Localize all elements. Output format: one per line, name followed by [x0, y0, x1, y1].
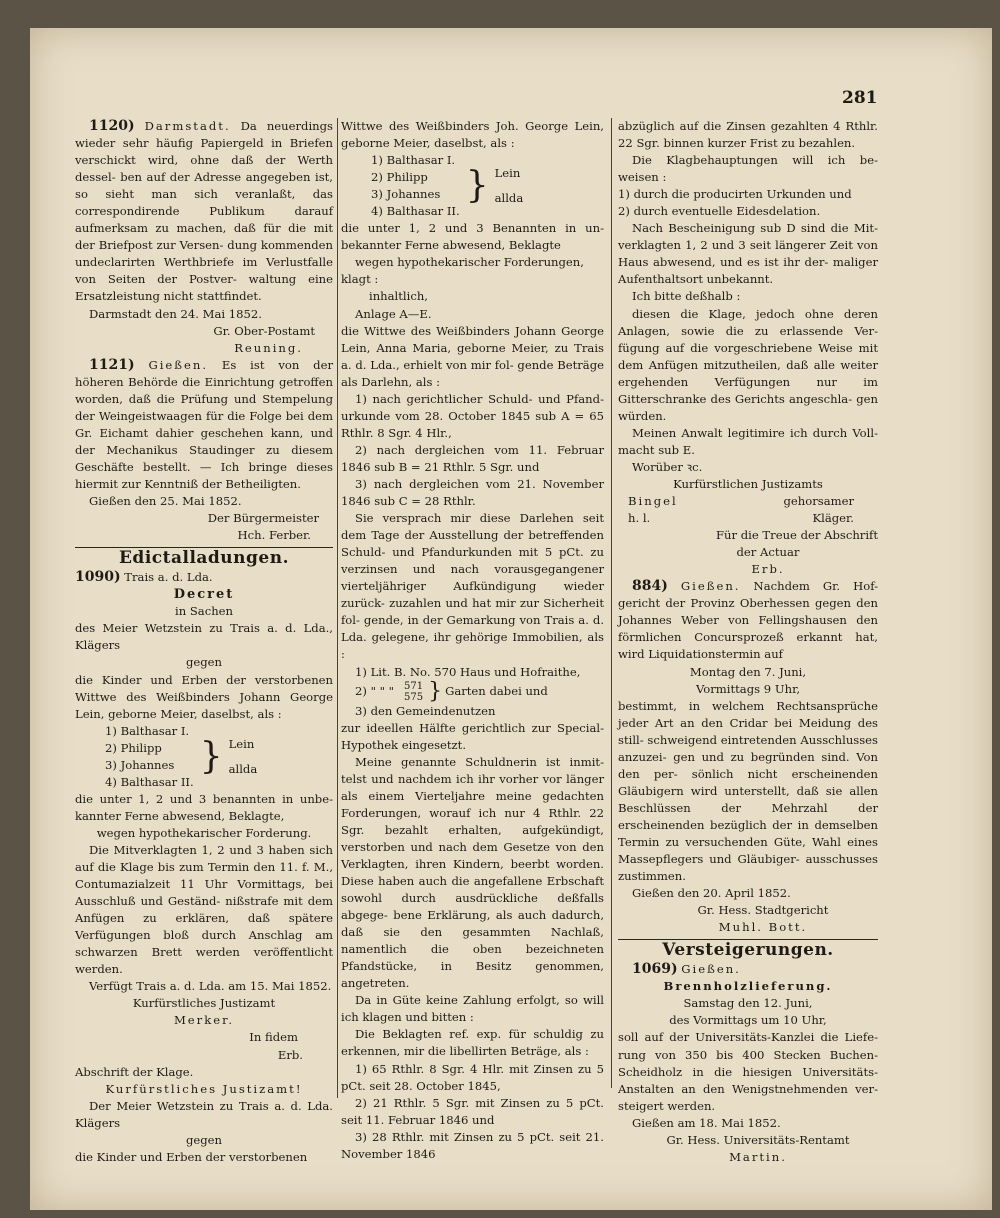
notice-number: 1121) — [89, 356, 135, 373]
notice-1121 — [75, 357, 333, 493]
heir-item: 4) Balthasar II. — [371, 204, 460, 219]
court-name: Kurfürstliches Justizamt! — [105, 1081, 303, 1096]
claim-text: die Wittwe des Weißbinders Johann George Lein, Anna Maria, geborne Meier, zu Trais a. d. Lda., erhielt von mir fol- gende Beträge als Darlehn, als : — [341, 323, 604, 389]
plaintiff: Der Meier Wetzstein zu Trais a. d. Lda. Klägers — [75, 1098, 333, 1130]
heir-location: allda — [494, 191, 524, 206]
notice-place: Gießen. — [681, 962, 741, 977]
page-number: 281 — [842, 88, 878, 108]
court-name: Kurfürstlichen Justizamts — [673, 476, 823, 491]
claim-text: Sie versprach mir diese Darlehen seit dem Tage der Ausstellung der betreffenden Schuld- und Pfandurkunden mit 5 pCt. zu verzinsen und nach vorausgegangener vierteljähriger Aufkündigung wieder zurück- zuzahlen und hat mir zur Sicherheit fol- gende, in der Gemarkung von Trais a. d. Lda. gelegene, ihr gehörige Immobilien, als : — [341, 511, 604, 662]
auction-time: des Vormittags um 10 Uhr, — [669, 1013, 827, 1028]
section-heading-edictalladungen: Edictalladungen. — [118, 548, 290, 569]
notice-signature: Gr. Hess. Stadtgericht — [697, 903, 829, 918]
notice-date: Gießen den 25. Mai 1852. — [89, 494, 242, 509]
brace: } — [199, 735, 223, 777]
signature-block: Bingel gehorsamer — [628, 494, 854, 509]
notice-1120 — [75, 118, 333, 306]
claim-text: Meine genannte Schuldnerin ist inmit- telst und nachdem ich ihr vorher vor länger als einem Vierteljahre meine gedachten Forderungen, worauf ich nur 4 Rthlr. 22 Sgr. bezahlt erhalten, aufgekündigt, verstorben und nach dem Gesetze von den Verklagten, ihren Kindern, beerbt worden. Diese haben auch die angefallene Erbschaft sowohl durch ausdrückliche deßfalls abgege- bene Erklärung, als auch dadurch, daß sie den gesammten Nachlaß, namentlich die oben bezeichneten Pfandstücke, in Besitz genommen, angetreten. — [341, 754, 604, 991]
heir-location: allda — [228, 761, 258, 776]
property-item-2: 2) " " " 571 575 } Garten dabei und — [355, 679, 548, 705]
signature-block: h. l. Kläger. — [628, 511, 854, 526]
gegen: gegen — [185, 655, 223, 670]
klagt: klagt : — [341, 272, 379, 287]
auction-date: Samstag den 12. Juni, — [683, 996, 813, 1011]
proof-item: 2) durch eventuelle Eidesdelation. — [618, 204, 821, 219]
notice-signature: Gr. Hess. Universitäts-Rentamt — [666, 1132, 850, 1147]
notice-signature-name: Muhl. Bott. — [718, 920, 808, 935]
claim-text: Meinen Anwalt legitimire ich durch Voll- macht sub E. — [618, 425, 878, 457]
termin-time: Vormittags 9 Uhr, — [695, 681, 801, 696]
notice-date: Gießen den 20. April 1852. — [632, 886, 791, 901]
notice-signature-name: Hch. Ferber. — [237, 528, 311, 543]
notice-signature: Gr. Ober-Postamt — [213, 323, 315, 338]
column-rule — [337, 118, 338, 1098]
notice-number: 884) — [632, 578, 668, 595]
notice-text: Nachdem Gr. Hof- gericht der Provinz Oberhessen gegen den Johannes Weber von Fellingshausen den förmlichen Concursprozeß erkannt hat, wird Liquidationstermin auf — [618, 579, 879, 662]
wegen: wegen hypothekarischer Forderungen, — [355, 255, 584, 270]
in-fidem: In fidem — [249, 1030, 298, 1045]
heir-item: 1) Balthasar I. — [371, 153, 456, 168]
anlage: Anlage A—E. — [355, 306, 432, 321]
defendants-absent: die unter 1, 2 und 3 benannten in unbe- kannter Ferne abwesend, Beklagte, — [75, 791, 333, 823]
defendants-absent: die unter 1, 2 und 3 Benannten in un- bekannter Ferne abwesend, Beklagte — [341, 221, 604, 253]
column-3 — [618, 118, 878, 1166]
defendants: Wittwe des Weißbinders Joh. George Lein, geborne Meier, daselbst, als : — [341, 119, 604, 151]
auction-title: Brennholzlieferung. — [663, 979, 833, 994]
gegen: gegen — [185, 1132, 223, 1147]
notice-1090 — [75, 569, 333, 586]
claim-item: 1) nach gerichtlicher Schuld- und Pfand- urkunde vom 28. October 1845 sub A = 65 Rthlr. 8 Sgr. 4 Hlr., — [341, 391, 604, 440]
notice-number: 1120) — [89, 118, 135, 134]
notice-number: 1069) — [632, 961, 678, 978]
claim-item: 3) 28 Rthlr. mit Zinsen zu 5 pCt. seit 21. November 1846 — [341, 1129, 604, 1161]
claim-text: Ich bitte deßhalb : — [632, 289, 741, 304]
notice-signature-name: Martin. — [729, 1149, 787, 1164]
notice-signature-name: Reuning. — [234, 340, 303, 355]
notice-place: Darmstadt. — [144, 119, 231, 133]
heir-surname: Lein — [494, 166, 521, 181]
heir-item: 3) Johannes — [105, 757, 175, 772]
column-rule — [611, 118, 612, 1088]
notice-date: Verfügt Trais a. d. Lda. am 15. Mai 1852. — [89, 979, 332, 994]
property-item: 1) Lit. B. No. 570 Haus und Hofraithe, — [355, 664, 581, 679]
plaintiff: des Meier Wetzstein zu Trais a. d. Lda., Klägers — [75, 621, 333, 653]
notice-text: Da neuerdings wieder sehr häufig Papiergeld in Briefen verschickt wird, ohne daß der Werth dessel- ben auf der Adresse angegeben ist, so sieht man sich veranlaßt, das correspondirende Publikum darauf aufmerksam zu machen, daß für die mit der Briefpost zur Versen- dung kommenden undeclarirten Werthbriefe im Verlustfalle von Seiten der Postver- waltung eine Ersatzleistung nicht stattfindet. — [75, 119, 333, 304]
notice-place: Gießen. — [680, 579, 741, 594]
treue-abschrift: Für die Treue der Abschrift — [716, 528, 878, 543]
notice-place: Trais a. d. Lda. — [124, 570, 213, 585]
claim-item: 2) 21 Rthlr. 5 Sgr. mit Zinsen zu 5 pCt. seit 11. Februar 1846 und — [341, 1095, 604, 1127]
claim-text: zur ideellen Hälfte gerichtlich zur Special- Hypothek eingesetzt. — [341, 720, 604, 752]
claim-item: 3) nach dergleichen vom 21. November 1846 sub C = 28 Rthlr. — [341, 476, 604, 509]
claim-text: Die Beklagten ref. exp. für schuldig zu erkennen, mir die libellirten Beträge, als : — [341, 1027, 604, 1059]
proof-item: 1) durch die producirten Urkunden und — [618, 187, 852, 202]
notice-text: soll auf der Universitäts-Kanzlei die Liefe- rung von 350 bis 400 Stecken Buchen- Scheidholz in die hiesigen Universitäts- Anstalten an den Wenigstnehmenden ver- steigert werden. — [618, 1030, 878, 1113]
brace: } — [465, 165, 489, 207]
notice-date: Gießen am 18. Mai 1852. — [632, 1115, 781, 1130]
heirs-list — [371, 152, 604, 220]
termin-date: Montag den 7. Juni, — [689, 664, 807, 679]
heir-surname: Lein — [228, 736, 255, 751]
notice-signature: Der Bürgermeister — [207, 511, 319, 526]
claim-text: Die Klagbehauptungen will ich be- weisen : — [618, 153, 878, 185]
notice-number: 1090) — [75, 569, 121, 586]
notice-place: Gießen. — [148, 357, 209, 372]
heir-item: 2) Philipp — [105, 740, 162, 755]
court-name: Kurfürstliches Justizamt — [132, 996, 276, 1011]
notice-text: Die Mitverklagten 1, 2 und 3 haben sich auf die Klage bis zum Termin den 11. f. M., Contumazialzeit 11 Uhr Vormittags, bei Ausschluß und Geständ- nißstrafe mit dem Anfügen zu erklären, daß spätere Verfügungen bloß durch Anschlag am schwarzen Brett werden veröffentlicht werden. — [75, 842, 333, 977]
abschrift-title: Abschrift der Klage. — [75, 1064, 194, 1079]
signer-erb: Erb. — [751, 562, 785, 577]
column-1 — [75, 118, 333, 1166]
notice-date: Darmstadt den 24. Mai 1852. — [89, 306, 262, 321]
claim-text: Nach Bescheinigung sub D sind die Mit- verklagten 1, 2 und 3 seit längerer Zeit von Haus abwesend, und es ist ihr der- maliger Aufenthaltsort unbekannt. — [618, 221, 878, 287]
heir-item: 4) Balthasar II. — [105, 774, 194, 789]
property-item: 3) den Gemeindenutzen — [355, 703, 496, 718]
decret-title: Decret — [173, 587, 235, 603]
signer-name: Merker. — [173, 1013, 235, 1028]
heir-item: 3) Johannes — [371, 187, 441, 202]
notice-1069 — [618, 961, 878, 978]
section-heading-versteigerungen: Versteigerungen. — [662, 940, 834, 961]
notice-884 — [618, 578, 878, 663]
wegen: wegen hypothekarischer Forderung. — [96, 825, 312, 840]
aktuar: der Actuar — [736, 545, 800, 560]
claim-item: 2) nach dergleichen vom 11. Februar 1846 sub B = 21 Rthlr. 5 Sgr. und — [341, 442, 604, 474]
claim-text: Da in Güte keine Zahlung erfolgt, so will ich klagen und bitten : — [341, 993, 604, 1025]
defendants: die Kinder und Erben der verstorbenen — [75, 1149, 308, 1164]
inhaltlich: inhaltlich, — [369, 289, 428, 304]
signer-erb: Erb. — [277, 1047, 303, 1062]
claim-item: 1) 65 Rthlr. 8 Sgr. 4 Hlr. mit Zinsen zu 5 pCt. seit 28. October 1845, — [341, 1061, 604, 1093]
claim-text: diesen die Klage, jedoch ohne deren Anlagen, sowie die zu erlassende Ver- fügung auf die vorgeschriebene Weise mit dem Anfügen mitzutheilen, daß alle weiter ergehenden Verfügungen nur im Gitterschranke des Gerichts angeschla- gen würden. — [618, 306, 878, 423]
heir-item: 2) Philipp — [371, 170, 428, 185]
column-2 — [341, 118, 604, 1163]
worueber: Worüber ꝛc. — [632, 459, 703, 474]
notice-text: Es ist von der höheren Behörde die Einrichtung getroffen worden, daß die Prüfung und Stempelung der Weingeistwaagen für die Folge bei dem Gr. Eichamt dahier geschehen kann, und der Mechanikus Staudinger zu diesem Geschäfte bestellt. — Ich bringe dieses hiermit zur Kenntniß der Betheiligten. — [75, 357, 334, 491]
claim-text: abzüglich auf die Zinsen gezahlten 4 Rthlr. 22 Sgr. binnen kurzer Frist zu bezahlen. — [618, 119, 878, 151]
heir-item: 1) Balthasar I. — [105, 723, 190, 738]
in-sachen: in Sachen — [174, 604, 233, 619]
notice-text: bestimmt, in welchem Rechtsansprüche jeder Art an den Cridar bei Meidung des still- schweigend eintretenden Ausschlusses anzuzei- gen und zu begründen sind. Von den per- sönlich nicht erscheinenden Gläubigern wird unterstellt, daß sie allen Beschlüssen der Mehrzahl der erscheinenden bezüglich der in demselben Termin zu versuchenden Güte, Wahl eines Massepflegers und Gläubiger- ausschusses zustimmen. — [618, 698, 878, 884]
heirs-list — [105, 723, 333, 791]
defendants: die Kinder und Erben der verstorbenen Wittwe des Weißbinders Johann George Lein, geborne Meier, daselbst, als : — [75, 672, 333, 721]
